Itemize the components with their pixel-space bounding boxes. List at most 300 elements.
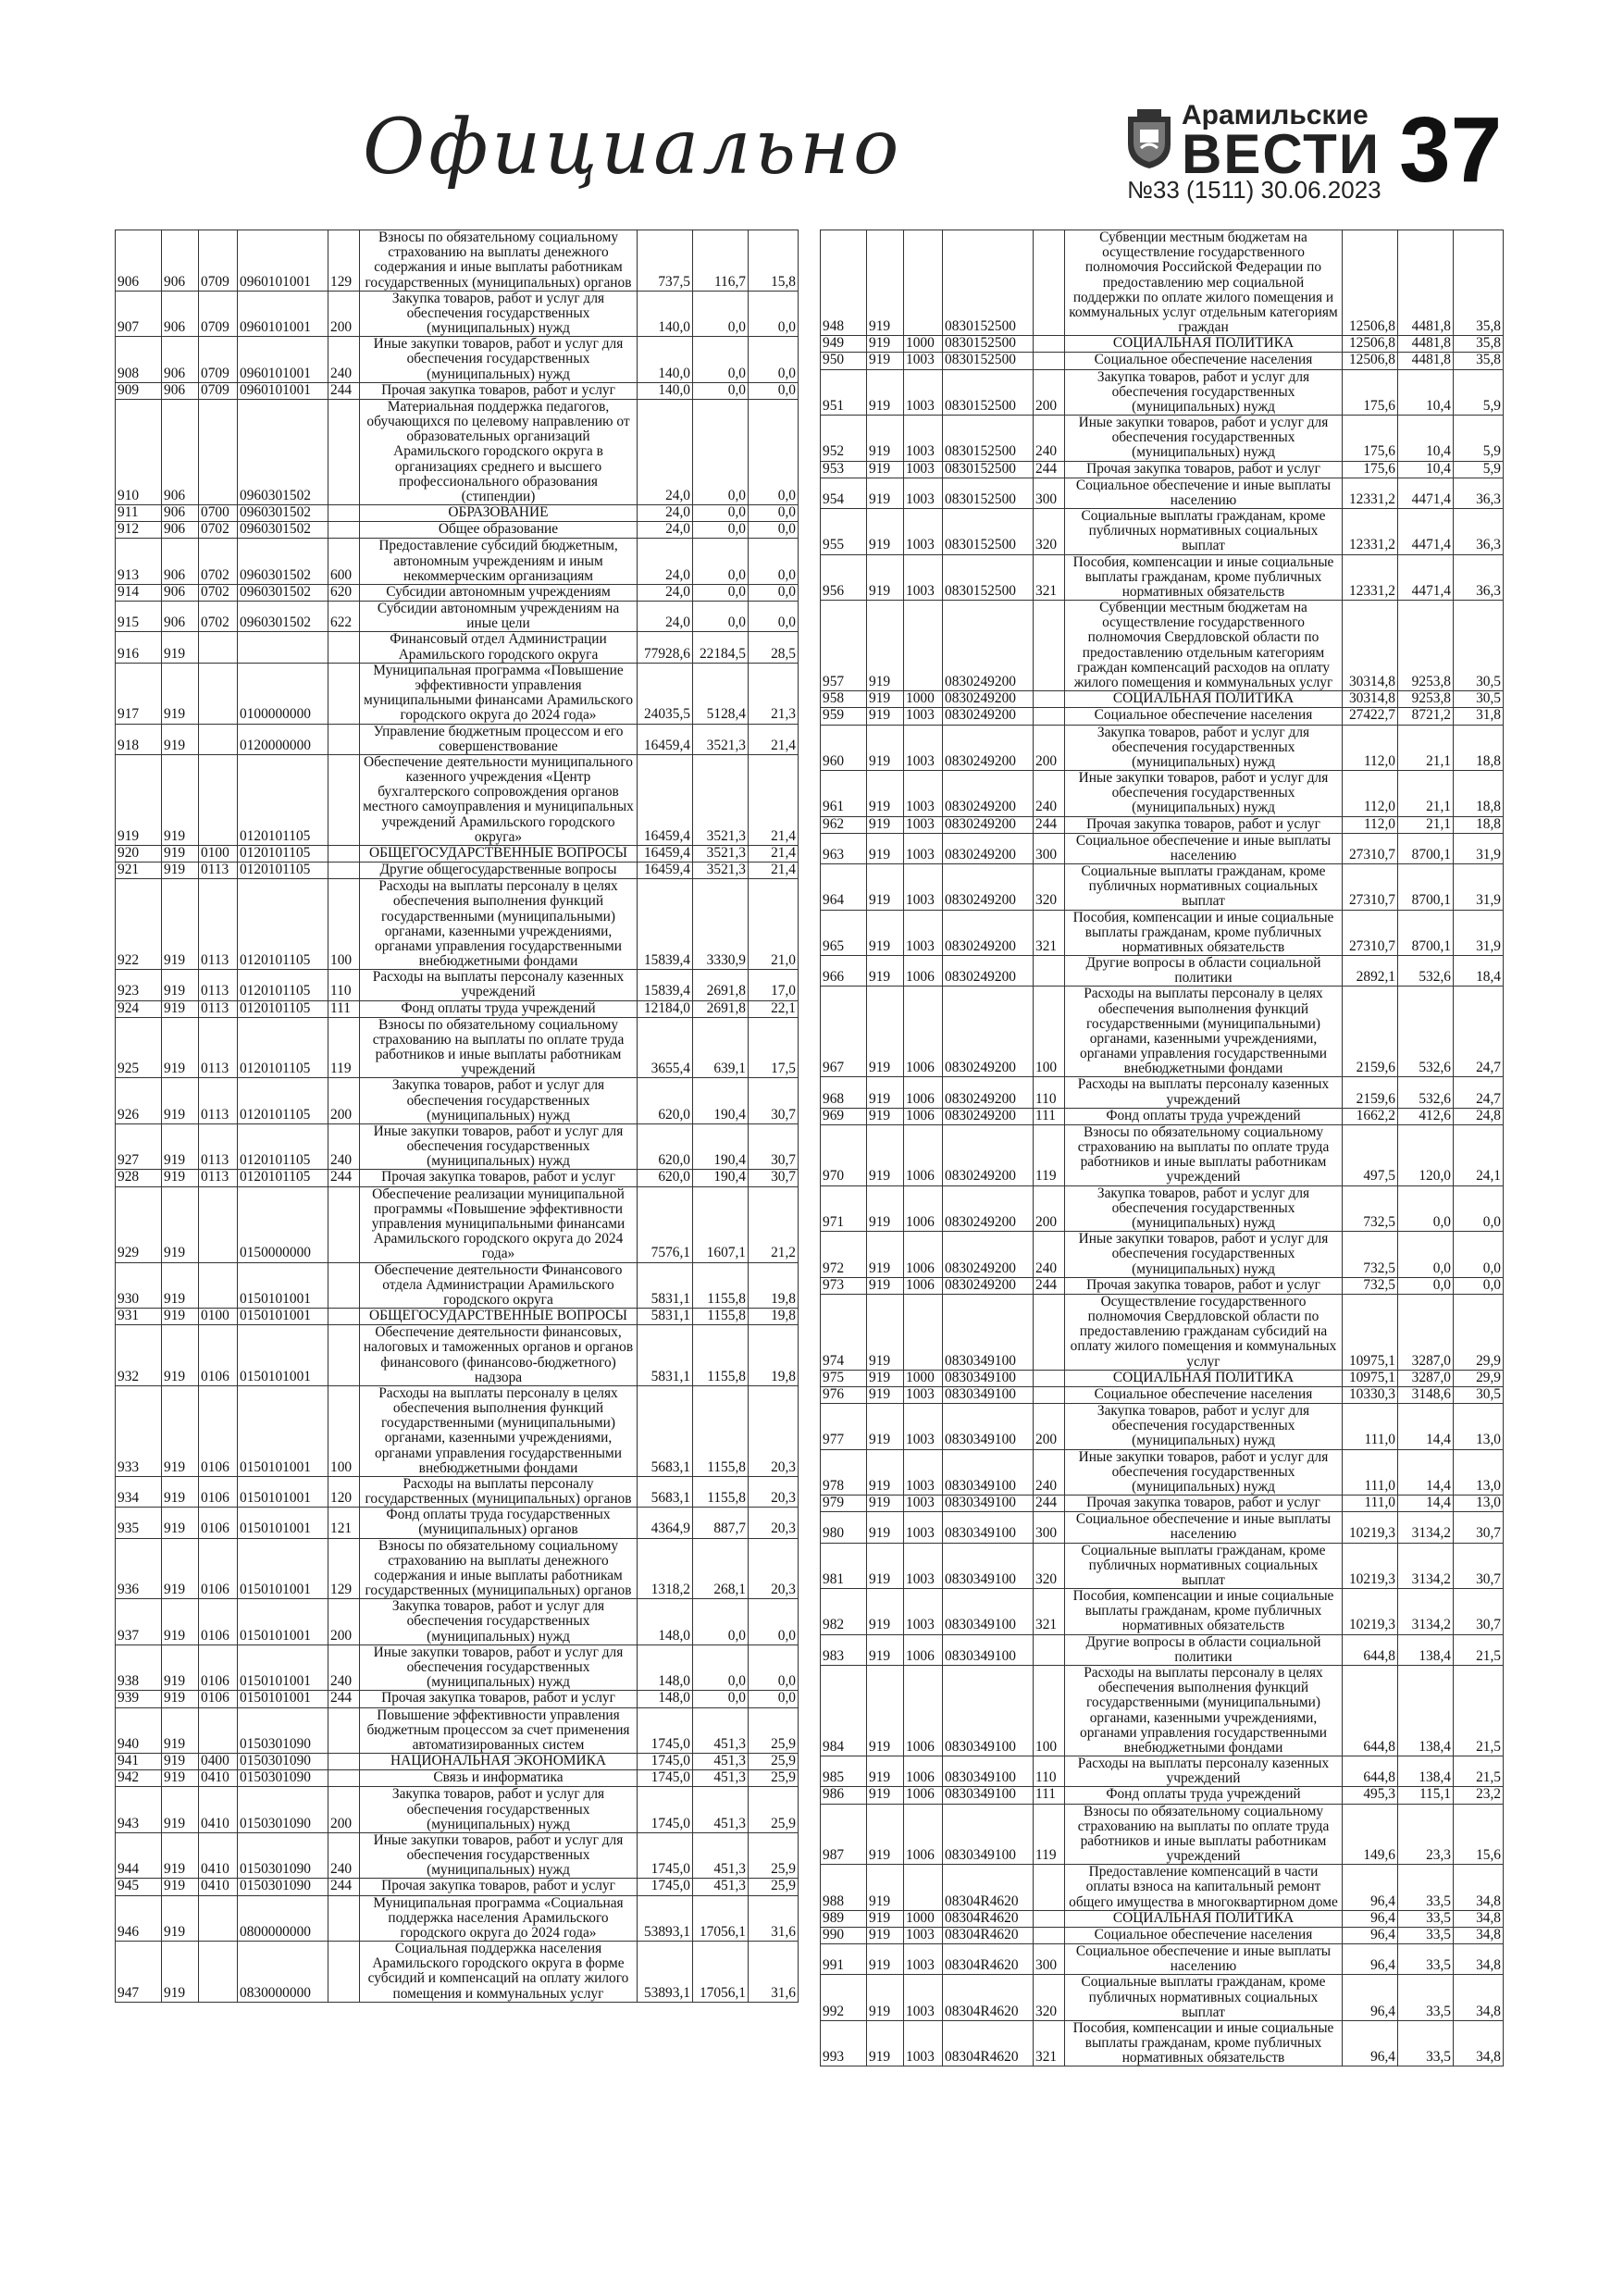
expense-name: Обеспечение деятельности Финансового отдела Администрации Арамильского городского округа bbox=[360, 1262, 638, 1309]
target-code: 0830349100 bbox=[943, 1370, 1034, 1386]
row-number: 968 bbox=[821, 1077, 867, 1108]
plan-amount: 4364,9 bbox=[638, 1508, 693, 1538]
expense-name: Прочая закупка товаров, работ и услуг bbox=[360, 1170, 638, 1186]
row-number: 985 bbox=[821, 1756, 867, 1787]
admin-code: 919 bbox=[867, 1975, 904, 2021]
section-code: 0113 bbox=[199, 1000, 238, 1017]
admin-code: 919 bbox=[162, 1325, 199, 1386]
section-code: 1000 bbox=[904, 336, 943, 353]
execution-percent: 25,9 bbox=[749, 1832, 799, 1879]
target-code: 0120101105 bbox=[238, 1000, 328, 1017]
expense-type: 111 bbox=[1034, 1787, 1065, 1804]
expense-name: Прочая закупка товаров, работ и услуг bbox=[1065, 816, 1343, 833]
execution-percent: 21,2 bbox=[749, 1186, 799, 1262]
expense-name: Иные закупки товаров, работ и услуг для обеспечения государственных (муниципальных) нужд bbox=[1065, 416, 1343, 462]
budget-table-right bbox=[820, 230, 1504, 2066]
plan-amount: 5831,1 bbox=[638, 1309, 693, 1325]
target-code: 0120000000 bbox=[238, 724, 328, 754]
target-code: 0150101001 bbox=[238, 1538, 328, 1599]
row-number: 981 bbox=[821, 1543, 867, 1589]
table-row bbox=[116, 1599, 799, 1645]
expense-name: ОБЩЕГОСУДАРСТВЕННЫЕ ВОПРОСЫ bbox=[360, 845, 638, 862]
target-code: 0150301090 bbox=[238, 1879, 328, 1895]
row-number: 951 bbox=[821, 369, 867, 416]
expense-type bbox=[328, 522, 360, 539]
row-number: 911 bbox=[116, 505, 162, 522]
target-code: 0830249200 bbox=[943, 864, 1034, 911]
expense-name: Расходы на выплаты персоналу государственных (муниципальных) органов bbox=[360, 1476, 638, 1507]
expense-type: 200 bbox=[1034, 725, 1065, 771]
executed-amount: 0,0 bbox=[693, 602, 749, 632]
plan-amount: 644,8 bbox=[1343, 1665, 1398, 1756]
row-number: 926 bbox=[116, 1078, 162, 1124]
admin-code: 919 bbox=[162, 1770, 199, 1787]
execution-percent: 34,8 bbox=[1454, 1944, 1504, 1975]
section-code: 1006 bbox=[904, 987, 943, 1077]
expense-name: СОЦИАЛЬНАЯ ПОЛИТИКА bbox=[1065, 336, 1343, 353]
executed-amount: 3287,0 bbox=[1398, 1294, 1454, 1370]
row-number: 983 bbox=[821, 1634, 867, 1665]
execution-percent: 24,7 bbox=[1454, 987, 1504, 1077]
executed-amount: 451,3 bbox=[693, 1707, 749, 1754]
execution-percent: 15,6 bbox=[1454, 1804, 1504, 1865]
target-code: 0120101105 bbox=[238, 1078, 328, 1124]
target-code: 0830249200 bbox=[943, 833, 1034, 863]
table-row bbox=[116, 1895, 799, 1942]
expense-name: Социальное обеспечение населения bbox=[1065, 1927, 1343, 1943]
table-row bbox=[821, 230, 1504, 336]
plan-amount: 620,0 bbox=[638, 1078, 693, 1124]
admin-code: 919 bbox=[867, 691, 904, 708]
execution-percent: 30,7 bbox=[1454, 1543, 1504, 1589]
section-code bbox=[904, 601, 943, 691]
section-code bbox=[199, 1942, 238, 2003]
target-code: 0150101001 bbox=[238, 1599, 328, 1645]
plan-amount: 111,0 bbox=[1343, 1449, 1398, 1496]
expense-name: Взносы по обязательному социальному страхованию на выплаты денежного содержания и иные выплаты работникам государственных (муниципальных) органов bbox=[360, 230, 638, 292]
executed-amount: 0,0 bbox=[693, 291, 749, 337]
executed-amount: 532,6 bbox=[1398, 987, 1454, 1077]
admin-code: 919 bbox=[867, 1294, 904, 1370]
section-code: 1006 bbox=[904, 956, 943, 987]
execution-percent: 0,0 bbox=[749, 1599, 799, 1645]
admin-code: 919 bbox=[867, 416, 904, 462]
table-row bbox=[116, 399, 799, 504]
plan-amount: 16459,4 bbox=[638, 863, 693, 879]
execution-percent: 20,3 bbox=[749, 1538, 799, 1599]
table-row bbox=[821, 601, 1504, 691]
expense-type: 244 bbox=[328, 1879, 360, 1895]
executed-amount: 451,3 bbox=[693, 1754, 749, 1770]
target-code: 0830249200 bbox=[943, 1108, 1034, 1124]
expense-type bbox=[1034, 1370, 1065, 1386]
plan-amount: 24,0 bbox=[638, 505, 693, 522]
execution-percent: 36,3 bbox=[1454, 554, 1504, 601]
expense-type bbox=[328, 1186, 360, 1262]
expense-type: 119 bbox=[328, 1017, 360, 1078]
table-row bbox=[116, 1017, 799, 1078]
row-number: 915 bbox=[116, 602, 162, 632]
plan-amount: 175,6 bbox=[1343, 416, 1398, 462]
execution-percent: 21,3 bbox=[749, 663, 799, 724]
expense-name: Повышение эффективности управления бюджетным процессом за счет применения автоматизированных систем bbox=[360, 1707, 638, 1754]
expense-type bbox=[1034, 708, 1065, 725]
section-code bbox=[199, 1707, 238, 1754]
admin-code: 919 bbox=[162, 1754, 199, 1770]
expense-type: 300 bbox=[1034, 478, 1065, 508]
target-code bbox=[238, 632, 328, 663]
section-code: 0106 bbox=[199, 1691, 238, 1707]
expense-type: 240 bbox=[1034, 771, 1065, 817]
executed-amount: 887,7 bbox=[693, 1508, 749, 1538]
admin-code: 919 bbox=[867, 1665, 904, 1756]
expense-name: Осуществление государственного полномочия Свердловской области по предоставлению гражданам субсидий на оплату жилого помещения и коммунальных услуг bbox=[1065, 1294, 1343, 1370]
table-row bbox=[821, 1787, 1504, 1804]
execution-percent: 18,4 bbox=[1454, 956, 1504, 987]
expense-name: Муниципальная программа «Социальная поддержка населения Арамильского городского округа до 2024 года» bbox=[360, 1895, 638, 1942]
executed-amount: 33,5 bbox=[1398, 1865, 1454, 1911]
admin-code: 919 bbox=[867, 1756, 904, 1787]
expense-type: 320 bbox=[1034, 1543, 1065, 1589]
plan-amount: 10219,3 bbox=[1343, 1512, 1398, 1543]
plan-amount: 497,5 bbox=[1343, 1124, 1398, 1185]
execution-percent: 21,0 bbox=[749, 879, 799, 970]
admin-code: 919 bbox=[162, 1787, 199, 1833]
row-number: 953 bbox=[821, 461, 867, 478]
row-number: 917 bbox=[116, 663, 162, 724]
admin-code: 919 bbox=[867, 987, 904, 1077]
section-code: 0702 bbox=[199, 539, 238, 585]
execution-percent: 31,6 bbox=[749, 1895, 799, 1942]
expense-name: Социальные выплаты гражданам, кроме публичных нормативных социальных выплат bbox=[1065, 509, 1343, 555]
row-number: 939 bbox=[116, 1691, 162, 1707]
expense-name: Предоставление компенсаций в части оплаты взноса на капитальный ремонт общего имущества в многоквартирном доме bbox=[1065, 1865, 1343, 1911]
table-row bbox=[821, 416, 1504, 462]
executed-amount: 2691,8 bbox=[693, 1000, 749, 1017]
plan-amount: 2159,6 bbox=[1343, 1077, 1398, 1108]
plan-amount: 112,0 bbox=[1343, 816, 1398, 833]
table-row bbox=[821, 708, 1504, 725]
admin-code: 919 bbox=[162, 1186, 199, 1262]
plan-amount: 27310,7 bbox=[1343, 910, 1398, 956]
execution-percent: 30,7 bbox=[749, 1123, 799, 1170]
expense-name: Иные закупки товаров, работ и услуг для обеспечения государственных (муниципальных) нужд bbox=[360, 1123, 638, 1170]
executed-amount: 1155,8 bbox=[693, 1262, 749, 1309]
admin-code: 919 bbox=[867, 1386, 904, 1403]
plan-amount: 112,0 bbox=[1343, 771, 1398, 817]
target-code: 0830000000 bbox=[238, 1942, 328, 2003]
section-code: 0113 bbox=[199, 1017, 238, 1078]
executed-amount: 21,1 bbox=[1398, 725, 1454, 771]
admin-code: 919 bbox=[867, 601, 904, 691]
row-number: 937 bbox=[116, 1599, 162, 1645]
section-code: 1003 bbox=[904, 461, 943, 478]
target-code: 0830249200 bbox=[943, 1077, 1034, 1108]
execution-percent: 24,7 bbox=[1454, 1077, 1504, 1108]
plan-amount: 1745,0 bbox=[638, 1707, 693, 1754]
expense-type bbox=[1034, 336, 1065, 353]
row-number: 960 bbox=[821, 725, 867, 771]
expense-type bbox=[1034, 601, 1065, 691]
table-row bbox=[821, 1927, 1504, 1943]
expense-type: 200 bbox=[1034, 369, 1065, 416]
execution-percent: 35,8 bbox=[1454, 336, 1504, 353]
admin-code: 906 bbox=[162, 399, 199, 504]
expense-name: Субвенции местным бюджетам на осуществление государственного полномочия Российской Федерации по предоставлению мер социальной поддержки по оплате жилого помещения и коммунальных услуг отдельным категориям граждан bbox=[1065, 230, 1343, 336]
executed-amount: 4481,8 bbox=[1398, 353, 1454, 369]
expense-type bbox=[328, 663, 360, 724]
admin-code: 919 bbox=[867, 956, 904, 987]
executed-amount: 451,3 bbox=[693, 1832, 749, 1879]
executed-amount: 3134,2 bbox=[1398, 1543, 1454, 1589]
table-row bbox=[116, 1309, 799, 1325]
admin-code: 919 bbox=[867, 1512, 904, 1543]
plan-amount: 16459,4 bbox=[638, 724, 693, 754]
plan-amount: 5831,1 bbox=[638, 1262, 693, 1309]
execution-percent: 21,5 bbox=[1454, 1634, 1504, 1665]
expense-type bbox=[328, 863, 360, 879]
section-code: 0106 bbox=[199, 1385, 238, 1476]
plan-amount: 53893,1 bbox=[638, 1942, 693, 2003]
execution-percent: 0,0 bbox=[749, 382, 799, 399]
expense-type: 240 bbox=[1034, 1232, 1065, 1278]
table-row bbox=[116, 1754, 799, 1770]
crest-icon bbox=[1124, 107, 1174, 170]
section-code: 1000 bbox=[904, 1910, 943, 1927]
admin-code: 919 bbox=[162, 1476, 199, 1507]
row-number: 965 bbox=[821, 910, 867, 956]
admin-code: 919 bbox=[867, 2020, 904, 2066]
admin-code: 919 bbox=[867, 230, 904, 336]
plan-amount: 2159,6 bbox=[1343, 987, 1398, 1077]
target-code: 0150101001 bbox=[238, 1385, 328, 1476]
section-code: 0113 bbox=[199, 1170, 238, 1186]
target-code: 08304R4620 bbox=[943, 1910, 1034, 1927]
target-code: 0120101105 bbox=[238, 1017, 328, 1078]
expense-type: 240 bbox=[328, 1832, 360, 1879]
execution-percent: 0,0 bbox=[1454, 1185, 1504, 1232]
expense-type: 129 bbox=[328, 1538, 360, 1599]
expense-type bbox=[328, 505, 360, 522]
row-number: 932 bbox=[116, 1325, 162, 1386]
executed-amount: 3521,3 bbox=[693, 754, 749, 845]
section-code: 0106 bbox=[199, 1538, 238, 1599]
expense-type bbox=[1034, 1386, 1065, 1403]
expense-name: Социальные выплаты гражданам, кроме публичных нормативных социальных выплат bbox=[1065, 864, 1343, 911]
admin-code: 919 bbox=[162, 1538, 199, 1599]
expense-type: 622 bbox=[328, 602, 360, 632]
admin-code: 919 bbox=[162, 970, 199, 1000]
row-number: 992 bbox=[821, 1975, 867, 2021]
expense-name: Социальное обеспечение и иные выплаты населению bbox=[1065, 1512, 1343, 1543]
row-number: 952 bbox=[821, 416, 867, 462]
admin-code: 919 bbox=[867, 1927, 904, 1943]
section-code: 0113 bbox=[199, 1078, 238, 1124]
executed-amount: 532,6 bbox=[1398, 956, 1454, 987]
section-code bbox=[904, 1865, 943, 1911]
table-row bbox=[821, 509, 1504, 555]
expense-name: Социальное обеспечение населения bbox=[1065, 353, 1343, 369]
executed-amount: 3330,9 bbox=[693, 879, 749, 970]
admin-code: 919 bbox=[867, 1124, 904, 1185]
target-code: 0830349100 bbox=[943, 1386, 1034, 1403]
executed-amount: 23,3 bbox=[1398, 1804, 1454, 1865]
expense-name: Закупка товаров, работ и услуг для обеспечения государственных (муниципальных) нужд bbox=[1065, 369, 1343, 416]
expense-type: 244 bbox=[328, 1691, 360, 1707]
section-code: 0410 bbox=[199, 1879, 238, 1895]
row-number: 913 bbox=[116, 539, 162, 585]
plan-amount: 24,0 bbox=[638, 539, 693, 585]
table-row bbox=[116, 970, 799, 1000]
section-code: 1006 bbox=[904, 1634, 943, 1665]
admin-code: 919 bbox=[162, 1644, 199, 1691]
row-number: 993 bbox=[821, 2020, 867, 2066]
target-code: 0830249200 bbox=[943, 708, 1034, 725]
plan-amount: 737,5 bbox=[638, 230, 693, 292]
target-code: 0120101105 bbox=[238, 1123, 328, 1170]
expense-name: Закупка товаров, работ и услуг для обеспечения государственных (муниципальных) нужд bbox=[1065, 1185, 1343, 1232]
row-number: 963 bbox=[821, 833, 867, 863]
row-number: 910 bbox=[116, 399, 162, 504]
executed-amount: 0,0 bbox=[693, 399, 749, 504]
table-row bbox=[116, 1385, 799, 1476]
expense-name: Финансовый отдел Администрации Арамильского городского округа bbox=[360, 632, 638, 663]
expense-name: Материальная поддержка педагогов, обучающихся по целевому направлению от образовательных организаций Арамильского городского округа в организациях среднего и высшего профессионального образования (стипендии) bbox=[360, 399, 638, 504]
table-row bbox=[116, 230, 799, 292]
row-number: 907 bbox=[116, 291, 162, 337]
expense-name: Социальные выплаты гражданам, кроме публичных нормативных социальных выплат bbox=[1065, 1975, 1343, 2021]
execution-percent: 30,7 bbox=[1454, 1589, 1504, 1635]
execution-percent: 29,9 bbox=[1454, 1294, 1504, 1370]
target-code: 0830249200 bbox=[943, 1185, 1034, 1232]
expense-name: Расходы на выплаты персоналу казенных учреждений bbox=[1065, 1756, 1343, 1787]
executed-amount: 451,3 bbox=[693, 1879, 749, 1895]
executed-amount: 33,5 bbox=[1398, 1910, 1454, 1927]
admin-code: 919 bbox=[162, 1895, 199, 1942]
executed-amount: 33,5 bbox=[1398, 1927, 1454, 1943]
executed-amount: 0,0 bbox=[693, 1644, 749, 1691]
table-row bbox=[116, 1476, 799, 1507]
row-number: 955 bbox=[821, 509, 867, 555]
target-code: 0960101001 bbox=[238, 337, 328, 383]
row-number: 927 bbox=[116, 1123, 162, 1170]
expense-name: Муниципальная программа «Повышение эффективности управления муниципальными финансами Арамильского городского округа до 2024 года» bbox=[360, 663, 638, 724]
admin-code: 919 bbox=[162, 632, 199, 663]
plan-amount: 1745,0 bbox=[638, 1787, 693, 1833]
admin-code: 919 bbox=[162, 1123, 199, 1170]
executed-amount: 532,6 bbox=[1398, 1077, 1454, 1108]
executed-amount: 0,0 bbox=[693, 539, 749, 585]
executed-amount: 33,5 bbox=[1398, 1975, 1454, 2021]
row-number: 987 bbox=[821, 1804, 867, 1865]
execution-percent: 18,8 bbox=[1454, 771, 1504, 817]
executed-amount: 2691,8 bbox=[693, 970, 749, 1000]
row-number: 954 bbox=[821, 478, 867, 508]
table-row bbox=[821, 1277, 1504, 1294]
section-code: 1006 bbox=[904, 1077, 943, 1108]
target-code: 0830249200 bbox=[943, 601, 1034, 691]
executed-amount: 1607,1 bbox=[693, 1186, 749, 1262]
target-code: 0830152500 bbox=[943, 509, 1034, 555]
execution-percent: 36,3 bbox=[1454, 478, 1504, 508]
execution-percent: 34,8 bbox=[1454, 1865, 1504, 1911]
row-number: 948 bbox=[821, 230, 867, 336]
executed-amount: 4471,4 bbox=[1398, 509, 1454, 555]
executed-amount: 138,4 bbox=[1398, 1665, 1454, 1756]
plan-amount: 96,4 bbox=[1343, 1927, 1398, 1943]
expense-name: Закупка товаров, работ и услуг для обеспечения государственных (муниципальных) нужд bbox=[1065, 725, 1343, 771]
expense-name: Фонд оплаты труда учреждений bbox=[360, 1000, 638, 1017]
target-code: 0150000000 bbox=[238, 1186, 328, 1262]
target-code: 0830349100 bbox=[943, 1589, 1034, 1635]
execution-percent: 0,0 bbox=[749, 602, 799, 632]
plan-amount: 10975,1 bbox=[1343, 1294, 1398, 1370]
issue-number: №33 (1511) 30.06.2023 bbox=[1127, 176, 1381, 204]
table-row bbox=[821, 1185, 1504, 1232]
expense-type: 200 bbox=[1034, 1185, 1065, 1232]
plan-amount: 12506,8 bbox=[1343, 336, 1398, 353]
executed-amount: 3148,6 bbox=[1398, 1386, 1454, 1403]
section-code: 1003 bbox=[904, 910, 943, 956]
execution-percent: 5,9 bbox=[1454, 461, 1504, 478]
expense-type bbox=[1034, 1927, 1065, 1943]
executed-amount: 33,5 bbox=[1398, 2020, 1454, 2066]
admin-code: 919 bbox=[867, 833, 904, 863]
table-row bbox=[116, 1787, 799, 1833]
admin-code: 919 bbox=[162, 1942, 199, 2003]
execution-percent: 0,0 bbox=[749, 399, 799, 504]
target-code: 0150101001 bbox=[238, 1262, 328, 1309]
row-number: 920 bbox=[116, 845, 162, 862]
section-code: 1003 bbox=[904, 554, 943, 601]
table-row bbox=[116, 1123, 799, 1170]
section-code: 1003 bbox=[904, 708, 943, 725]
executed-amount: 3521,3 bbox=[693, 863, 749, 879]
section-code bbox=[199, 632, 238, 663]
section-code: 0410 bbox=[199, 1770, 238, 1787]
table-row bbox=[116, 1078, 799, 1124]
table-row bbox=[116, 1691, 799, 1707]
section-code: 0106 bbox=[199, 1476, 238, 1507]
expense-type: 200 bbox=[328, 1599, 360, 1645]
target-code: 08304R4620 bbox=[943, 1865, 1034, 1911]
executed-amount: 14,4 bbox=[1398, 1449, 1454, 1496]
admin-code: 919 bbox=[867, 1449, 904, 1496]
expense-type: 200 bbox=[1034, 1404, 1065, 1450]
section-code bbox=[904, 230, 943, 336]
plan-amount: 96,4 bbox=[1343, 2020, 1398, 2066]
expense-name: Пособия, компенсации и иные социальные выплаты гражданам, кроме публичных нормативных обязательств bbox=[1065, 2020, 1343, 2066]
target-code: 0830349100 bbox=[943, 1804, 1034, 1865]
expense-name: СОЦИАЛЬНАЯ ПОЛИТИКА bbox=[1065, 1370, 1343, 1386]
admin-code: 919 bbox=[867, 554, 904, 601]
admin-code: 919 bbox=[867, 1787, 904, 1804]
executed-amount: 8700,1 bbox=[1398, 910, 1454, 956]
admin-code: 919 bbox=[867, 353, 904, 369]
executed-amount: 14,4 bbox=[1398, 1496, 1454, 1512]
expense-name: Предоставление субсидий бюджетным, автономным учреждениям и иным некоммерческим организациям bbox=[360, 539, 638, 585]
admin-code: 919 bbox=[162, 1000, 199, 1017]
admin-code: 919 bbox=[867, 1634, 904, 1665]
row-number: 947 bbox=[116, 1942, 162, 2003]
target-code: 0960301502 bbox=[238, 584, 328, 601]
row-number: 986 bbox=[821, 1787, 867, 1804]
target-code: 0150301090 bbox=[238, 1707, 328, 1754]
expense-name: Иные закупки товаров, работ и услуг для обеспечения государственных (муниципальных) нужд bbox=[360, 1832, 638, 1879]
row-number: 943 bbox=[116, 1787, 162, 1833]
execution-percent: 0,0 bbox=[749, 1644, 799, 1691]
execution-percent: 0,0 bbox=[749, 1691, 799, 1707]
